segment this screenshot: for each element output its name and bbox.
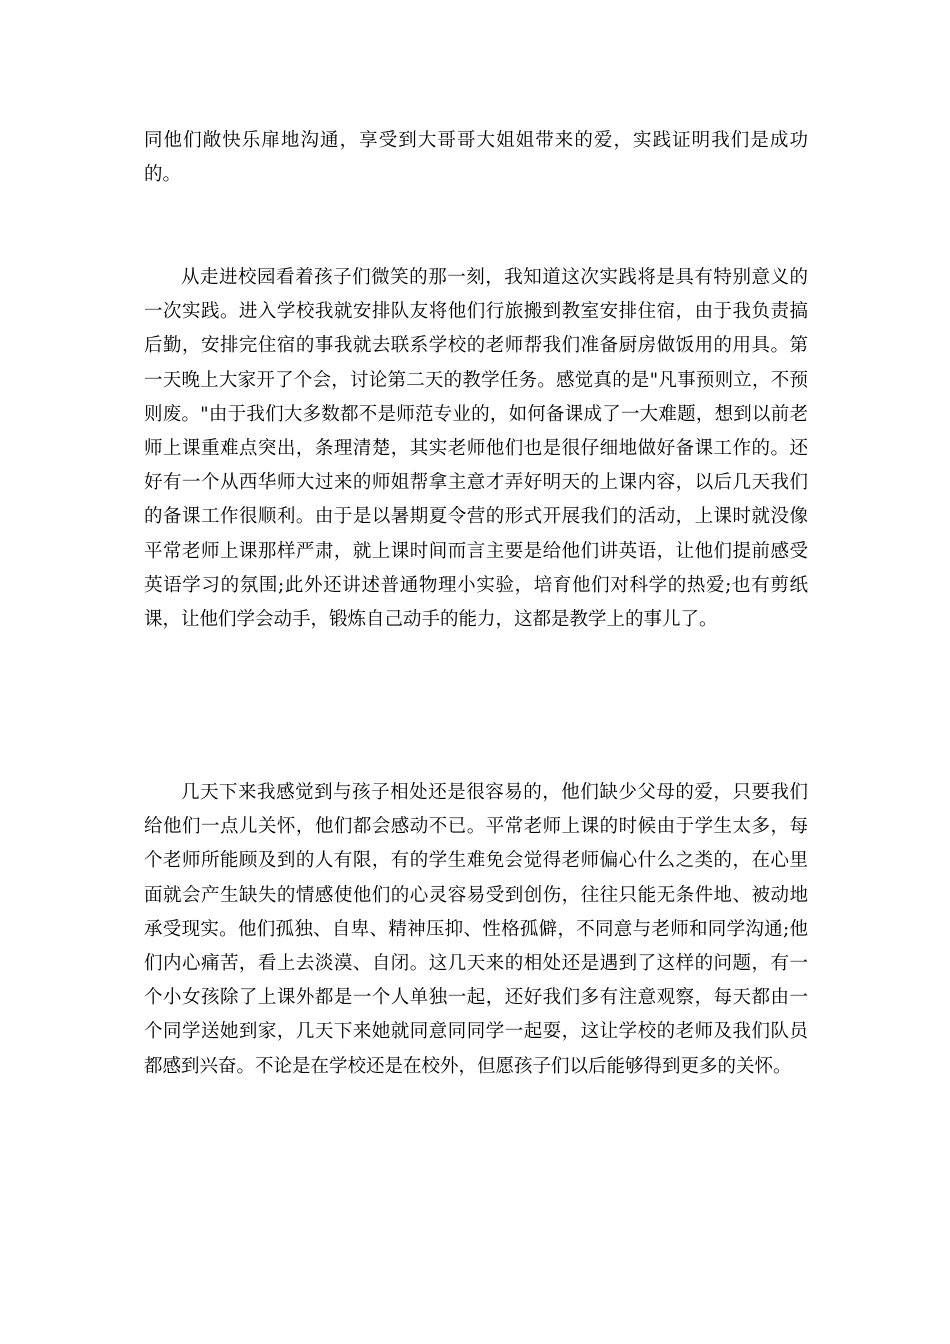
paragraph-getting-along-with-children: 几天下来我感觉到与孩子相处还是很容易的，他们缺少父母的爱，只要我们给他们一点儿关怀，他们都会感动不已。平常老师上课的时候由于学生太多，每个老师所能顾及到的人有限，有的学生难免会觉得老师偏心什么之类的，在心里面就会产生缺失的情感使他们的心灵容易受到创伤，往往只能无条件地、被动地承受现实。他们孤独、自卑、精神压抑、性格孤僻，不同意与老师和同学沟通;他们内心痛苦，看上去淡漠、自闭。这几天来的相处还是遇到了这样的问题，有一个小女孩除了上课外都是一个人单独一起，还好我们多有注意观察，每天都由一个同学送她到家，几天下来她就同意同同学一起耍，这让学校的老师及我们队员都感到兴奋。不论是在学校还是在校外，但愿孩子们以后能够得到更多的关怀。	[144, 782, 808, 1077]
paragraph-continuation: 同他们敞快乐扉地沟通，享受到大哥哥大姐姐带来的爱，实践证明我们是成功的。	[144, 130, 808, 186]
paragraph-teaching-practice: 从走进校园看着孩子们微笑的那一刻，我知道这次实践将是具有特别意义的一次实践。进入学校我就安排队友将他们行旅搬到教室安排住宿，由于我负责搞后勤，安排完住宿的事我就去联系学校的老师帮我们准备厨房做饭用的用具。第一天晚上大家开了个会，讨论第二天的教学任务。感觉真的是"凡事预则立，不预则废。"由于我们大多数都不是师范专业的，如何备课成了一大难题，想到以前老师上课重难点突出，条理清楚，其实老师他们也是很仔细地做好备课工作的。还好有一个从西华师大过来的师姐帮拿主意才弄好明天的上课内容，以后几天我们的备课工作很顺利。由于是以暑期夏令营的形式开展我们的活动，上课时就没像平常老师上课那样严肃，就上课时间而言主要是给他们讲英语，让他们提前感受英语学习的氛围;此外还讲述普通物理小实验，培育他们对科学的热爱;也有剪纸课，让他们学会动手，锻炼自己动手的能力，这都是教学上的事儿了。	[144, 267, 808, 631]
